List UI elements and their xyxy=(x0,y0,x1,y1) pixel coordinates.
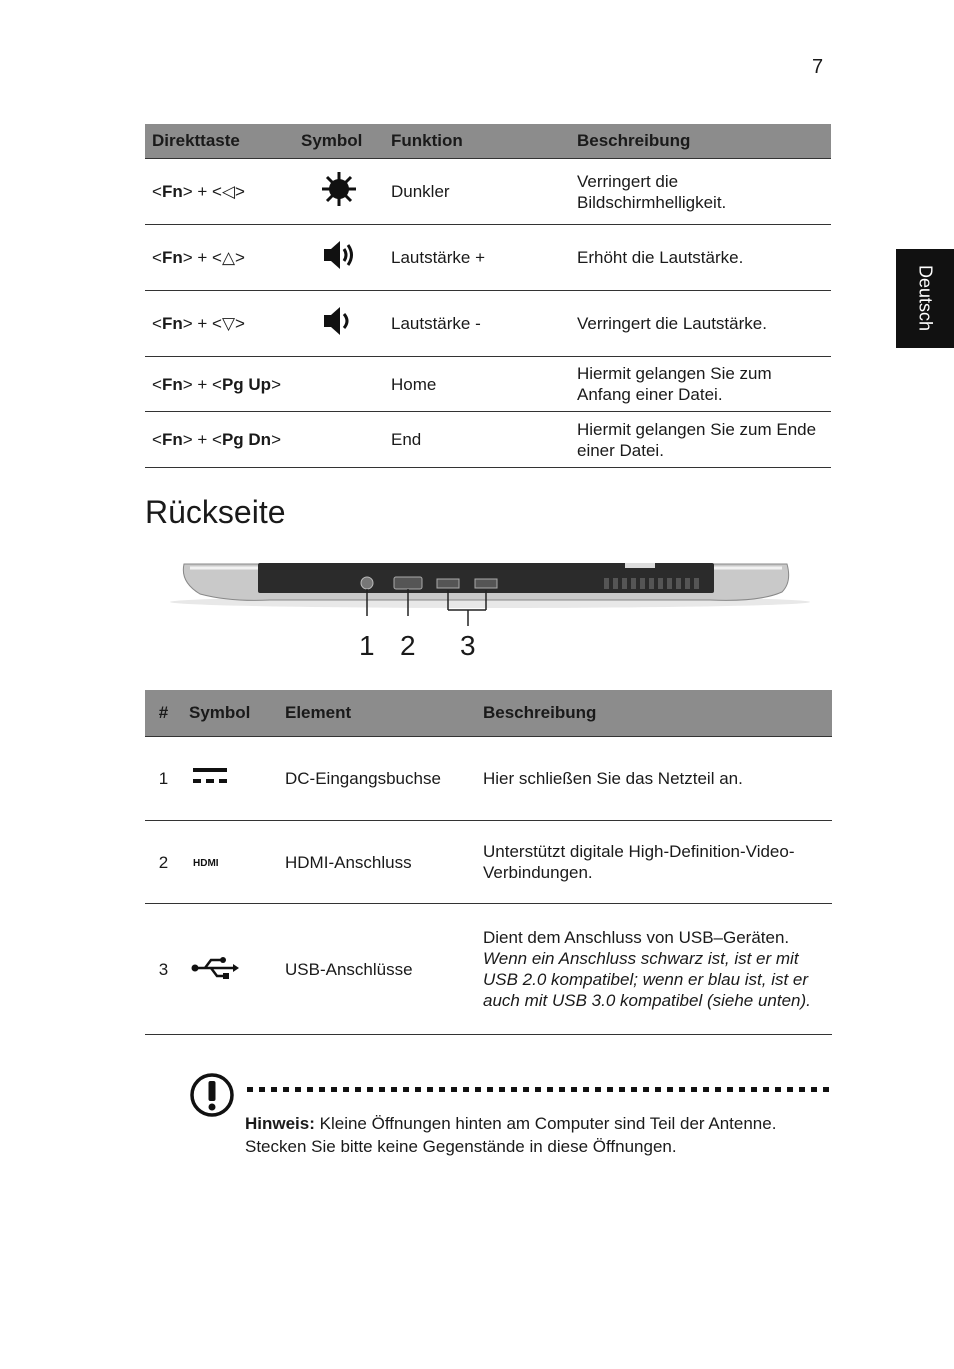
hotkey-cell: <Fn> + <◁> xyxy=(145,159,294,225)
volume-down-icon xyxy=(294,291,384,357)
number-cell: 2 xyxy=(145,821,182,904)
callout-connector xyxy=(466,610,470,626)
note-label: Hinweis: xyxy=(245,1114,315,1133)
table-row xyxy=(145,225,831,291)
page-number: 7 xyxy=(812,56,824,78)
volume-up-icon xyxy=(294,225,384,291)
header-description: Beschreibung xyxy=(476,690,832,737)
description-cell: Unterstützt digitale High-Definition-Video-Verbindungen. xyxy=(476,821,832,904)
svg-text:HDMI: HDMI xyxy=(193,857,219,868)
header-number: # xyxy=(145,690,182,737)
callout-2: 2 xyxy=(400,630,416,661)
function-cell: Lautstärke - xyxy=(384,291,570,357)
hotkeys-table xyxy=(145,124,831,468)
function-cell: Lautstärke + xyxy=(384,225,570,291)
header-symbol: Symbol xyxy=(182,690,278,737)
description-cell: Verringert die Lautstärke. xyxy=(570,291,831,357)
table-row xyxy=(145,737,832,821)
callout-1: 1 xyxy=(359,630,375,661)
function-cell: End xyxy=(384,412,570,468)
ports-header-row xyxy=(145,690,832,737)
hotkey-cell: <Fn> + <Pg Up> xyxy=(145,357,294,412)
callout-3: 3 xyxy=(460,630,476,661)
note-body: Kleine Öffnungen hinten am Computer sind Teil der Antenne. Stecken Sie bitte keine Gegenstände in diese Öffnungen. xyxy=(245,1114,777,1156)
description-cell: Hiermit gelangen Sie zum Anfang einer Datei. xyxy=(570,357,831,412)
hotkey-cell: <Fn> + <▽> xyxy=(145,291,294,357)
language-tab xyxy=(896,249,954,348)
function-cell: Dunkler xyxy=(384,159,570,225)
description-cell: Hier schließen Sie das Netzteil an. xyxy=(476,737,832,821)
usb-icon xyxy=(182,904,278,1035)
table-row xyxy=(145,904,832,1035)
hotkey-cell: <Fn> + <△> xyxy=(145,225,294,291)
header-description: Beschreibung xyxy=(570,124,831,159)
number-cell: 1 xyxy=(145,737,182,821)
table-row xyxy=(145,821,832,904)
element-cell: HDMI-Anschluss xyxy=(278,821,476,904)
description-cell: Verringert die Bildschirmhelligkeit. xyxy=(570,159,831,225)
hotkeys-header-row xyxy=(145,124,831,159)
table-row xyxy=(145,291,831,357)
warning-icon xyxy=(189,1072,235,1118)
header-function: Funktion xyxy=(384,124,570,159)
header-hotkey: Direkttaste xyxy=(145,124,294,159)
ports-table xyxy=(145,690,832,1035)
table-row xyxy=(145,159,831,225)
description-cell: Dient dem Anschluss von USB–Geräten. Wenn ein Anschluss schwarz ist, ist er mit USB 2.0 kompatibel; wenn er blau ist, ist er auch mit USB 3.0 kompatibel (siehe unten). xyxy=(476,904,832,1035)
laptop-rear-illustration xyxy=(170,556,810,616)
note-divider xyxy=(247,1087,832,1092)
header-symbol: Symbol xyxy=(294,124,384,159)
symbol-cell-empty xyxy=(294,357,384,412)
symbol-cell-empty xyxy=(294,412,384,468)
table-row xyxy=(145,412,831,468)
hotkey-cell: <Fn> + <Pg Dn> xyxy=(145,412,294,468)
element-cell: DC-Eingangsbuchse xyxy=(278,737,476,821)
header-element: Element xyxy=(278,690,476,737)
element-cell: USB-Anschlüsse xyxy=(278,904,476,1035)
note-text xyxy=(245,1112,835,1158)
description-cell: Hiermit gelangen Sie zum Ende einer Datei. xyxy=(570,412,831,468)
dc-in-icon xyxy=(182,737,278,821)
language-tab-label: Deutsch xyxy=(915,264,936,332)
hdmi-icon xyxy=(182,821,278,904)
function-cell: Home xyxy=(384,357,570,412)
brightness-down-icon xyxy=(294,159,384,225)
table-row xyxy=(145,357,831,412)
section-title: Rückseite xyxy=(145,494,286,530)
description-cell: Erhöht die Lautstärke. xyxy=(570,225,831,291)
number-cell: 3 xyxy=(145,904,182,1035)
